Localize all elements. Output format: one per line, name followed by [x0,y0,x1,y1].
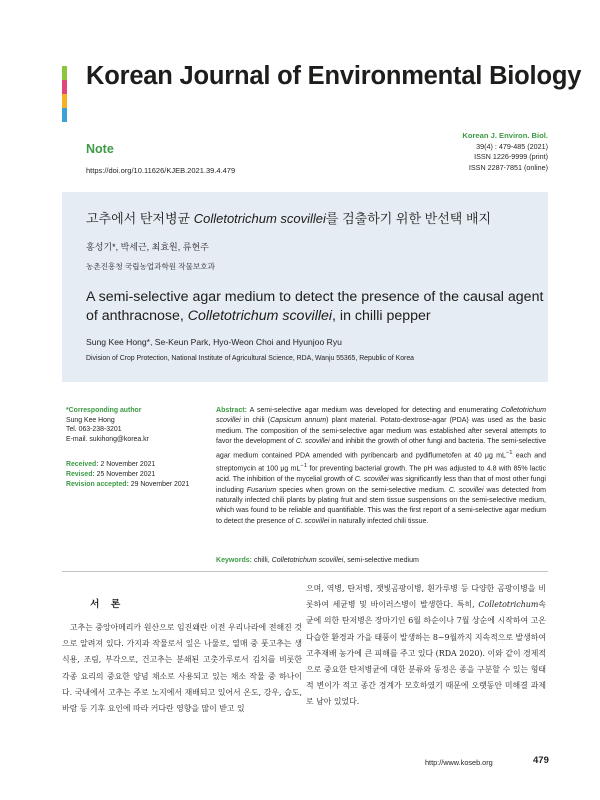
english-title-pre: A semi-selective agar medium to detect the presence of the causal agent of anthracnose, [86,289,544,324]
body-text: 으며, 역병, 탄저병, 잿빛곰팡이병, 흰가루병 등 다양한 곰팡이병을 비롯하여 세균병 및 바이러스병이 발생한다. 특히, [306,584,546,610]
keywords [216,557,546,564]
abstract-species: C. scovillei [354,476,389,484]
corresponding-author-label: *Corresponding author [66,407,142,414]
corresponding-author-name: Sung Kee Hong [66,416,115,424]
correspondence-column [66,406,208,489]
english-title [86,288,546,326]
body-right-column [306,581,546,711]
keyword-text: , semi-selective medium [343,557,419,564]
accepted-date [66,480,208,490]
revised-date [66,470,208,480]
abstract-species: Colletotrichum scovillei [216,407,546,425]
keyword-species: Colletotrichum scovillei [271,557,344,564]
abstract-text: was detected from naturally infected chili plants by plating fruit and stem tissue suspensions on the semi-selective medium, which was found to be reliable and quantifiable. This was the first report of a semi-selective agar medium to detect the presence of [216,486,546,525]
abstract [216,406,546,527]
abstract-text: was significantly less than that of most other fungi including [216,476,546,494]
issn-print: ISSN 1226-9999 (print) [474,152,548,162]
revised-value: 25 November 2021 [96,470,156,478]
color-bar-blue [62,108,67,122]
color-bar-pink [62,80,67,94]
body-text: 속 균에 의한 탄저병은 장마기인 6월 하순이나 7월 상순에 시작하여 고온 다습한 환경과 가을 태풍이 발생하는 8~9월까지 지속적으로 발생하여 고추재배 농가에 큰 피해를 주고 있다 (RDA 2020). 이와 같이 경제적으로 중요한 탄저병균에 대한 분류와 동정은 종을 구분할 수 있는 형태적 변이가 적고 종간 경계가 모호하였기 때문에 오랫동안 미해결 과제로 남아 있었다. [306,600,547,707]
color-bar-green [62,66,67,80]
abstract-species: C. scovillei [295,517,330,525]
english-title-species: Colletotrichum scovillei [187,308,333,324]
body-left-column: 고추는 중앙아메리카 원산으로 임진왜란 이전 우리나라에 전해진 것으로 알려져 있다. 가지과 작물로서 잎은 나물로, 열매 중 풋고추는 생식용, 조림, 부각으로, 건고추는 분쇄된 고춧가루로서 김치를 비롯한 각종 요리의 중요한 양념 채소로 사용되고 있는 채소 작물 중 하나이다. 국내에서 고추는 주로 노지에서 재배되고 있어서 온도, 강우, 습도, 바람 등 기후 요인에 따라 커다란 영향을 많이 받고 있 [62,623,302,714]
article-type-label: Note [86,142,114,156]
korean-title-pre: 고추에서 탄저병균 [86,211,194,226]
abstract-text: and inhibit the growth of other fungi and bacteria. The semi-selective agar medium contained PDA amended with pyribencarb and pydiflumetofen at 40 μg mL [216,438,546,459]
journal-abbreviation: Korean J. Environ. Biol. [462,131,548,140]
received-date [66,460,208,470]
abstract-superscript: −1 [505,449,513,456]
page-number: 479 [533,755,549,766]
abstract-species: Capsicum annum [270,417,327,425]
color-bar-yellow [62,94,67,108]
english-authors: Sung Kee Hong*, Se-Keun Park, Hyo-Weon Choi and Hyunjoo Ryu [86,337,342,347]
abstract-species: Fusarium [246,486,277,494]
korean-title-post: 를 검출하기 위한 반선택 배지 [325,211,492,226]
korean-authors: 홍성기*, 박세근, 최효원, 류현주 [86,242,209,252]
revised-label: Revised: [66,470,95,478]
abstract-superscript: −1 [300,463,308,470]
section-divider [62,571,548,572]
keyword-text: chilli, [252,557,272,564]
abstract-species: C. scovillei [448,486,484,494]
abstract-text: in chili ( [240,417,271,425]
abstract-species: C. scovillei [295,438,330,446]
accepted-label: Revision accepted: [66,480,129,488]
corresponding-author-email[interactable]: E-mail. sukihong@korea.kr [66,435,149,443]
doi-link[interactable]: https://doi.org/10.11626/KJEB.2021.39.4.479 [86,166,236,175]
footer-url[interactable]: http://www.koseb.org [425,758,493,767]
section-title-introduction: 서 론 [90,599,125,610]
abstract-text: species when grown on the semi-selective medium. [276,486,449,494]
received-value: 2 November 2021 [100,461,156,469]
abstract-text: each and streptomycin at 100 μg mL [216,451,546,473]
journal-title: Korean Journal of Environmental Biology [86,62,582,90]
journal-color-bar [62,66,67,122]
body-genus: Colletotrichum [478,600,539,610]
abstract-text: in naturally infected chili tissue. [329,517,429,525]
abstract-text: A semi-selective agar medium was developed for detecting and enumerating [246,407,501,414]
corresponding-author-tel: Tel. 063-238-3201 [66,426,122,434]
abstract-text: ) plant material. Potato-dextrose-agar (PDA) was used as the basic medium. The composition of the semi-selective agar medium was established after several attempts to favor the development of [216,417,546,446]
issn-online: ISSN 2287-7851 (online) [468,162,548,172]
accepted-value: 29 November 2021 [130,480,190,488]
korean-title [86,208,491,227]
abstract-label: Abstract: [216,407,247,414]
received-label: Received: [66,461,99,469]
journal-meta [462,131,548,173]
keywords-label: Keywords: [216,557,253,564]
english-affiliation: Division of Crop Protection, National Institute of Agricultural Science, RDA, Wanju 55365, Republic of Korea [86,355,414,362]
korean-title-species: Colletotrichum scovillei [193,211,326,226]
abstract-text: for preventing bacterial growth. The pH was adjusted to 4.8 with 85% lactic acid. The inhibition of the mycelial growth of [216,465,547,484]
english-title-post: , in chilli pepper [332,308,431,324]
volume-pages: 39(4) : 479-485 (2021) [476,141,548,151]
korean-affiliation: 농촌진흥청 국립농업과학원 작물보호과 [86,262,215,271]
